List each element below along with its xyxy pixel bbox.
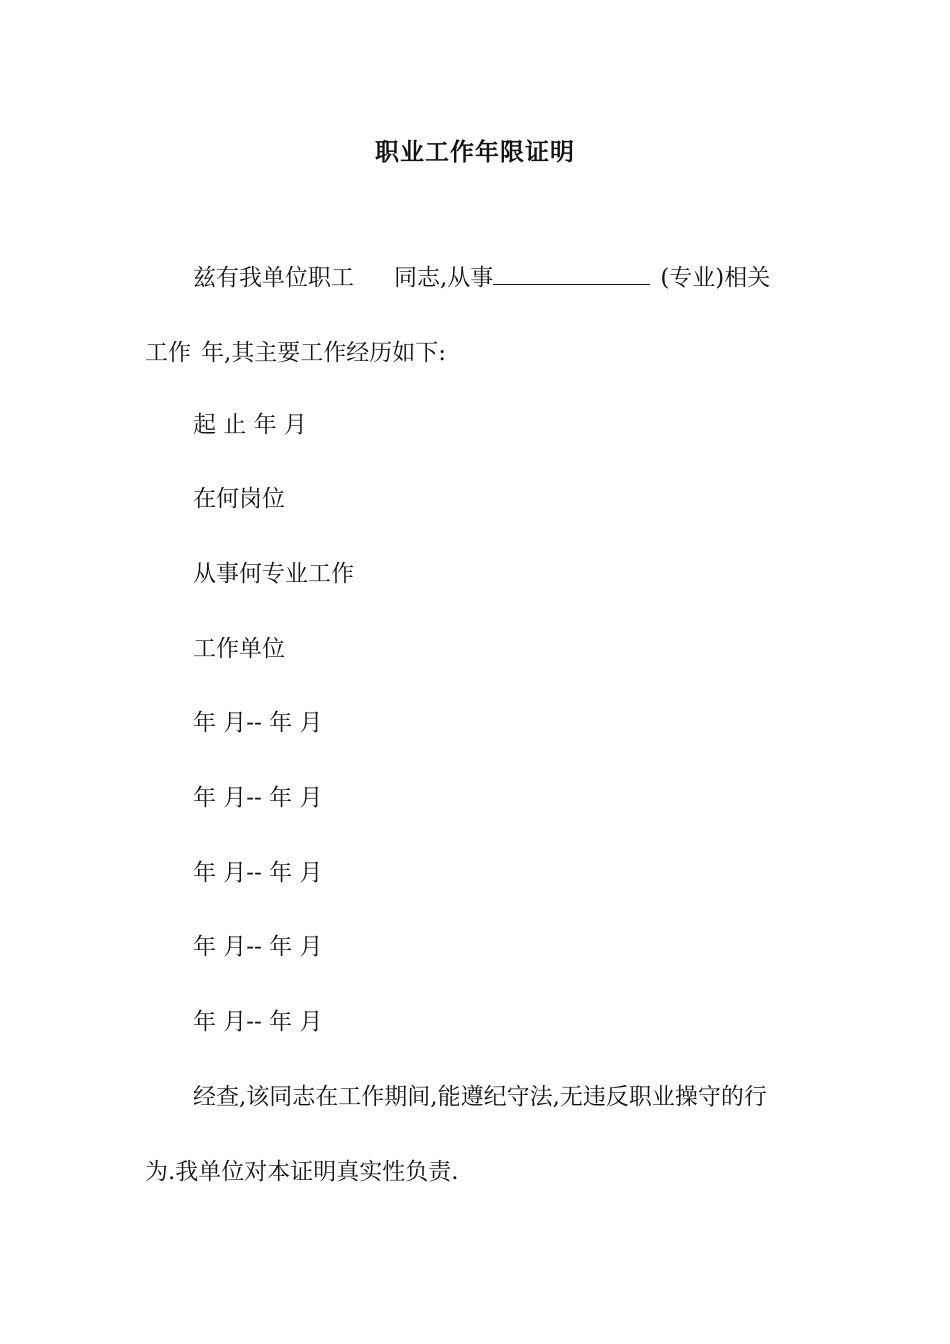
intro-text-years: 年,其主要工作经历如下: — [201, 340, 447, 366]
field-period: 起 止 年 月 — [193, 412, 307, 438]
closing-line-1: 经查,该同志在工作期间,能遵纪守法,无违反职业操守的行 — [193, 1084, 767, 1110]
intro-line-1 — [193, 262, 770, 293]
date-range-row: 年 月-- 年 月 — [193, 860, 323, 886]
date-range-row: 年 月-- 年 月 — [193, 785, 323, 811]
date-range-row: 年 月-- 年 月 — [193, 934, 323, 960]
intro-text-employee: 兹有我单位职工 — [193, 265, 354, 291]
intro-text-comrade: 同志,从事 — [394, 265, 494, 291]
intro-text-specialty: (专业)相关 — [660, 265, 771, 291]
blank-specialty-line — [493, 262, 650, 285]
document-title: 职业工作年限证明 — [375, 137, 575, 166]
intro-text-work: 工作 — [145, 340, 191, 366]
date-range-row: 年 月-- 年 月 — [193, 710, 323, 736]
date-range-row: 年 月-- 年 月 — [193, 1009, 323, 1035]
intro-line-2 — [145, 338, 446, 368]
field-position: 在何岗位 — [193, 486, 285, 512]
field-specialty: 从事何专业工作 — [193, 561, 354, 587]
field-employer: 工作单位 — [193, 636, 285, 662]
closing-line-2: 为.我单位对本证明真实性负责. — [145, 1159, 459, 1185]
